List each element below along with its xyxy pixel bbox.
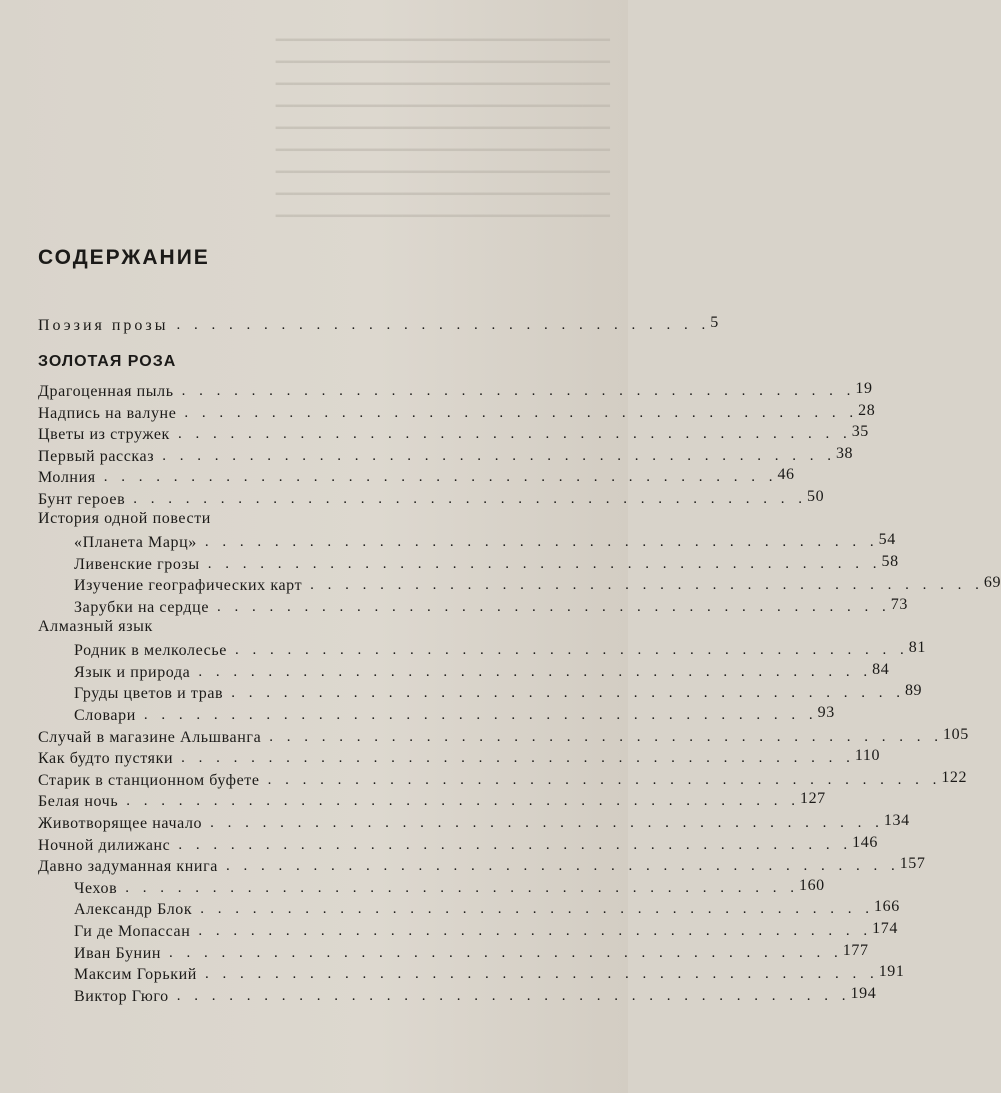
toc-entry <box>38 726 969 747</box>
toc-entry-page: 58 <box>881 553 899 570</box>
toc-leader-dots: . . . . . . . . . . . . . . . . . . . . . . . . . . . . . . . . . . . . . . . <box>178 837 853 853</box>
toc-entry <box>74 704 835 725</box>
toc-leader-dots: . . . . . . . . . . . . . . . . . . . . . . . . . . . . . . . . . . . . . . . <box>267 772 942 788</box>
toc-entry-label: Случай в магазине Альшванга <box>38 729 262 746</box>
toc-entry-label: Белая ночь <box>38 793 119 810</box>
toc-entry <box>74 574 1001 595</box>
toc-leader-dots: . . . . . . . . . . . . . . . . . . . . . . . . . . . . . . . . . . . . . . . <box>143 707 818 723</box>
toc-entry-page: 89 <box>904 682 923 699</box>
toc-entry-page: 105 <box>943 726 969 743</box>
toc-entry-label: Старик в станционном буфете <box>38 772 260 789</box>
toc-entry <box>38 812 910 833</box>
toc-entry-intro <box>38 314 719 335</box>
toc-entry-label: Изучение географических карт <box>74 577 303 594</box>
toc-leader-dots: . . . . . . . . . . . . . . . . . . . . . . . . . . . . . . . . . . . . . . . <box>217 599 891 615</box>
toc-leader-dots: . . . . . . . . . . . . . . . . . . . . . . . . . . . . . . . . . . . . . . . <box>126 793 800 809</box>
toc-entry-page: 194 <box>850 985 877 1002</box>
toc-entry-label: Виктор Гюго <box>74 988 169 1005</box>
toc-entry-label: Язык и природа <box>74 664 191 681</box>
toc-entry <box>38 834 878 855</box>
toc-entry-page: 73 <box>890 596 908 613</box>
toc-group-heading: Алмазный язык <box>38 618 153 635</box>
toc-leader-dots: . . . . . . . . . . . . . . . . . . . . . . . . . . . . . . . <box>176 317 711 333</box>
toc-entry <box>74 531 896 552</box>
toc-leader-dots: . . . . . . . . . . . . . . . . . . . . . . . . . . . . . . . . . . . . . . . <box>176 988 851 1004</box>
toc-entry-page: 174 <box>872 920 898 937</box>
bleed-through-text: ━━━━━━━━━━━━━━━━━━━━━━━━━━━━━━━━━━━━━ ━━━━━━━━━━━━━━━━━━━━━━━━━━━━━━━━━━━━━ ━━━━━━━━━━━━━━━━━━━━━━━━━━━━━━━━━━━━━ ━━━━━━━━━━━━━━━━━━━━━━━━━━━━━━━━━━━━━ ━━━━━━━━━━━━━━━━━━━━━━━━━━━━━━━━━━━━━ ━━━━━━━━━━━━━━━━━━━━━━━━━━━━━━━━━━━━━ ━━━━━━━━━━━━━━━━━━━━━━━━━━━━━━━━━━━━━ ━━━━━━━━━━━━━━━━━━━━━━━━━━━━━━━━━━━━━ ━━━━━━━━━━━━━━━━━━━━━━━━━━━━━━━━━━━━━ <box>275 33 610 225</box>
toc-leader-dots: . . . . . . . . . . . . . . . . . . . . . . . . . . . . . . . . . . . . . . . <box>200 901 875 917</box>
toc-entry <box>38 380 873 401</box>
toc-entry <box>74 639 926 660</box>
toc-entry-page: 146 <box>852 834 878 851</box>
toc-leader-dots: . . . . . . . . . . . . . . . . . . . . . . . . . . . . . . . . . . . . . . . <box>210 815 884 831</box>
toc-leader-dots: . . . . . . . . . . . . . . . . . . . . . . . . . . . . . . . . . . . . . . . <box>310 577 984 593</box>
toc-entry-page: 110 <box>854 747 881 764</box>
toc-leader-dots: . . . . . . . . . . . . . . . . . . . . . . . . . . . . . . . . . . . . . . . <box>184 405 859 421</box>
toc-entry <box>74 877 825 898</box>
toc-group-heading: История одной повести <box>38 510 211 527</box>
toc-leader-dots: . . . . . . . . . . . . . . . . . . . . . . . . . . . . . . . . . . . . . . . <box>125 880 799 896</box>
toc-leader-dots: . . . . . . . . . . . . . . . . . . . . . . . . . . . . . . . . . . . . . . . <box>234 642 909 658</box>
toc-entry <box>38 790 826 811</box>
toc-entry-label: Ливенские грозы <box>74 556 200 573</box>
toc-entry <box>38 747 881 768</box>
toc-entry-page: 157 <box>899 855 926 872</box>
toc-entry-page: 122 <box>941 769 968 786</box>
toc-entry-page: 191 <box>878 963 905 980</box>
toc-entry-label: Первый рассказ <box>38 448 155 465</box>
toc-entry-label: Цветы из стружек <box>38 426 170 443</box>
toc-entry-label: Ги де Мопассан <box>74 923 191 940</box>
toc-leader-dots: . . . . . . . . . . . . . . . . . . . . . . . . . . . . . . . . . . . . . . . <box>204 534 879 550</box>
toc-entry-label: Надпись на валуне <box>38 405 177 422</box>
toc-entry-label: Александр Блок <box>74 901 193 918</box>
toc-entry-page: 134 <box>883 812 910 829</box>
toc-entry-label: Родник в мелколесье <box>74 642 227 659</box>
toc-entry-page: 46 <box>777 466 795 483</box>
toc-leader-dots: . . . . . . . . . . . . . . . . . . . . . . . . . . . . . . . . . . . . . . . <box>198 664 873 680</box>
toc-entry-page: 19 <box>855 380 873 397</box>
toc-entry-label: Ночной дилижанс <box>38 837 171 854</box>
toc-leader-dots: . . . . . . . . . . . . . . . . . . . . . . . . . . . . . . . . . . . . . . . <box>231 685 905 701</box>
toc-entry <box>38 769 968 790</box>
toc-entry-page: 166 <box>874 898 900 915</box>
section-heading: ЗОЛОТАЯ РОЗА <box>38 353 177 370</box>
toc-leader-dots: . . . . . . . . . . . . . . . . . . . . . . . . . . . . . . . . . . . . . . . <box>169 945 843 961</box>
toc-entry-label: Молния <box>38 469 96 486</box>
toc-entry <box>74 963 905 984</box>
toc-leader-dots: . . . . . . . . . . . . . . . . . . . . . . . . . . . . . . . . . . . . . . . <box>162 448 836 464</box>
toc-entry-label: Зарубки на сердце <box>74 599 210 616</box>
toc-entry-label: Чехов <box>74 880 118 897</box>
page-title: СОДЕРЖАНИЕ <box>38 246 210 269</box>
toc-entry <box>74 985 877 1006</box>
toc-leader-dots: . . . . . . . . . . . . . . . . . . . . . . . . . . . . . . . . . . . . . . . <box>204 966 879 982</box>
toc-leader-dots: . . . . . . . . . . . . . . . . . . . . . . . . . . . . . . . . . . . . . . . <box>207 556 882 572</box>
toc-entry-page: 84 <box>872 661 890 678</box>
toc-leader-dots: . . . . . . . . . . . . . . . . . . . . . . . . . . . . . . . . . . . . . . . <box>181 750 855 766</box>
toc-entry-label: Груды цветов и трав <box>74 685 224 702</box>
toc-entry-label: Иван Бунин <box>74 945 162 962</box>
toc-entry-page: 28 <box>858 402 876 419</box>
toc-leader-dots: . . . . . . . . . . . . . . . . . . . . . . . . . . . . . . . . . . . . . . . <box>198 923 873 939</box>
toc-leader-dots: . . . . . . . . . . . . . . . . . . . . . . . . . . . . . . . . . . . . . . . <box>133 491 807 507</box>
toc-entry <box>38 855 926 876</box>
toc-entry <box>74 596 908 617</box>
toc-entry <box>38 466 795 487</box>
toc-entry <box>74 661 890 682</box>
toc-entry-page: 35 <box>851 423 869 440</box>
toc-entry <box>74 682 923 703</box>
toc-entry <box>38 402 876 423</box>
toc-entry <box>74 942 869 963</box>
toc-entry <box>38 488 825 509</box>
toc-leader-dots: . . . . . . . . . . . . . . . . . . . . . . . . . . . . . . . . . . . . . . . <box>103 469 778 485</box>
toc-entry-page: 81 <box>908 639 926 656</box>
toc-entry-label: Драгоценная пыль <box>38 383 174 400</box>
toc-entry <box>74 898 900 919</box>
toc-entry-label: Животворящее начало <box>38 815 203 832</box>
toc-entry-label: «Планета Марц» <box>74 534 197 551</box>
toc-entry-page: 5 <box>710 314 719 331</box>
toc-entry-label: Бунт героев <box>38 491 126 508</box>
toc-entry-page: 93 <box>817 704 835 721</box>
toc-entry <box>74 920 898 941</box>
toc-entry <box>38 423 869 444</box>
toc-entry-label: Поэзия прозы <box>38 317 169 334</box>
toc-entry-page: 50 <box>807 488 825 505</box>
toc-entry-page: 54 <box>878 531 896 548</box>
toc-leader-dots: . . . . . . . . . . . . . . . . . . . . . . . . . . . . . . . . . . . . . . . <box>225 858 900 874</box>
toc-entry <box>74 553 899 574</box>
toc-entry-page: 127 <box>799 790 826 807</box>
toc-entry-label: Как будто пустяки <box>38 750 174 767</box>
toc-leader-dots: . . . . . . . . . . . . . . . . . . . . . . . . . . . . . . . . . . . . . . . <box>177 426 852 442</box>
toc-entry-page: 69 <box>983 574 1001 591</box>
toc-entry-label: Максим Горький <box>74 966 197 983</box>
toc-entry-page: 38 <box>835 445 854 462</box>
toc-entry-label: Давно задуманная книга <box>38 858 218 875</box>
toc-entry-label: Словари <box>74 707 136 724</box>
toc-leader-dots: . . . . . . . . . . . . . . . . . . . . . . . . . . . . . . . . . . . . . . . <box>181 383 856 399</box>
toc-entry <box>38 445 854 466</box>
toc-entry-page: 160 <box>798 877 825 894</box>
toc-entry-page: 177 <box>842 942 869 959</box>
toc-leader-dots: . . . . . . . . . . . . . . . . . . . . . . . . . . . . . . . . . . . . . . . <box>269 729 944 745</box>
